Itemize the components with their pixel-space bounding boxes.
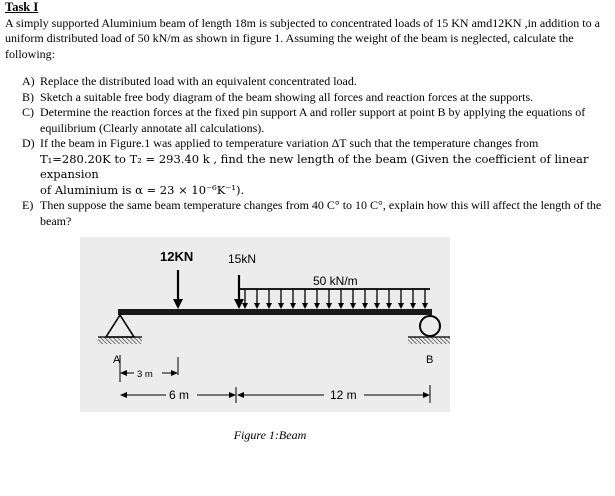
question-c: [22, 105, 613, 136]
question-d: [22, 136, 613, 198]
question-text-math: T₁=280.20K to T₂ = 293.40 k , find the new length of the beam (Given the coefficient of linear expansion: [40, 151, 589, 181]
question-text: Then suppose the same beam temperature changes from 40 C° to 10 C°, explain how this will affect the length of the beam?: [40, 198, 602, 228]
figure-caption: Figure 1:Beam: [233, 428, 307, 442]
point-a-label: A: [113, 354, 121, 366]
point-b-label: B: [426, 354, 434, 366]
dimension-3m-label: 3 m: [137, 369, 153, 380]
dimension-12m-label: 12 m: [330, 388, 357, 402]
load-15kn-label: 15kN: [228, 252, 257, 266]
question-marker: A): [22, 74, 35, 88]
question-text: If the beam in Figure.1 was applied to temperature variation ΔT such that the temperature changes from: [40, 136, 539, 150]
question-text: Determine the reaction forces at the fixed pin support A and roller support at point B by applying the equations of equilibrium (Clearly annotate all calculations).: [40, 105, 586, 135]
document: [5, 0, 613, 229]
load-12kn-label: 12KN: [160, 249, 194, 264]
question-e: [22, 198, 613, 229]
question-marker: E): [22, 198, 34, 212]
question-marker: D): [22, 136, 35, 150]
task-intro: A simply supported Aluminium beam of length 18m is subjected to concentrated loads of 15 KN amd12KN ,in addition to a uniform distributed load of 50 kN/m as shown in figure 1. Assuming the weight of the beam is neglected, calculate the following:: [5, 15, 600, 61]
question-marker: B): [22, 89, 34, 104]
question-text-math: of Aluminium is α = 23 × 10⁻⁶K⁻¹).: [40, 182, 245, 197]
question-a: [22, 74, 613, 90]
question-list: [5, 74, 613, 229]
question-text: Sketch a suitable free body diagram of the beam showing all forces and reaction forces at the supports.: [40, 89, 534, 104]
udl-label: 50 kN/m: [313, 274, 358, 288]
beam: [118, 309, 432, 315]
task-title: Task I: [5, 0, 39, 14]
beam-figure: [80, 237, 450, 412]
beam-diagram: [80, 237, 450, 412]
question-marker: C): [22, 105, 34, 119]
question-text: Replace the distributed load with an equivalent concentrated load.: [40, 74, 357, 88]
dimension-6m-label: 6 m: [169, 388, 190, 402]
question-b: [22, 89, 613, 106]
figure-background: [80, 237, 450, 412]
